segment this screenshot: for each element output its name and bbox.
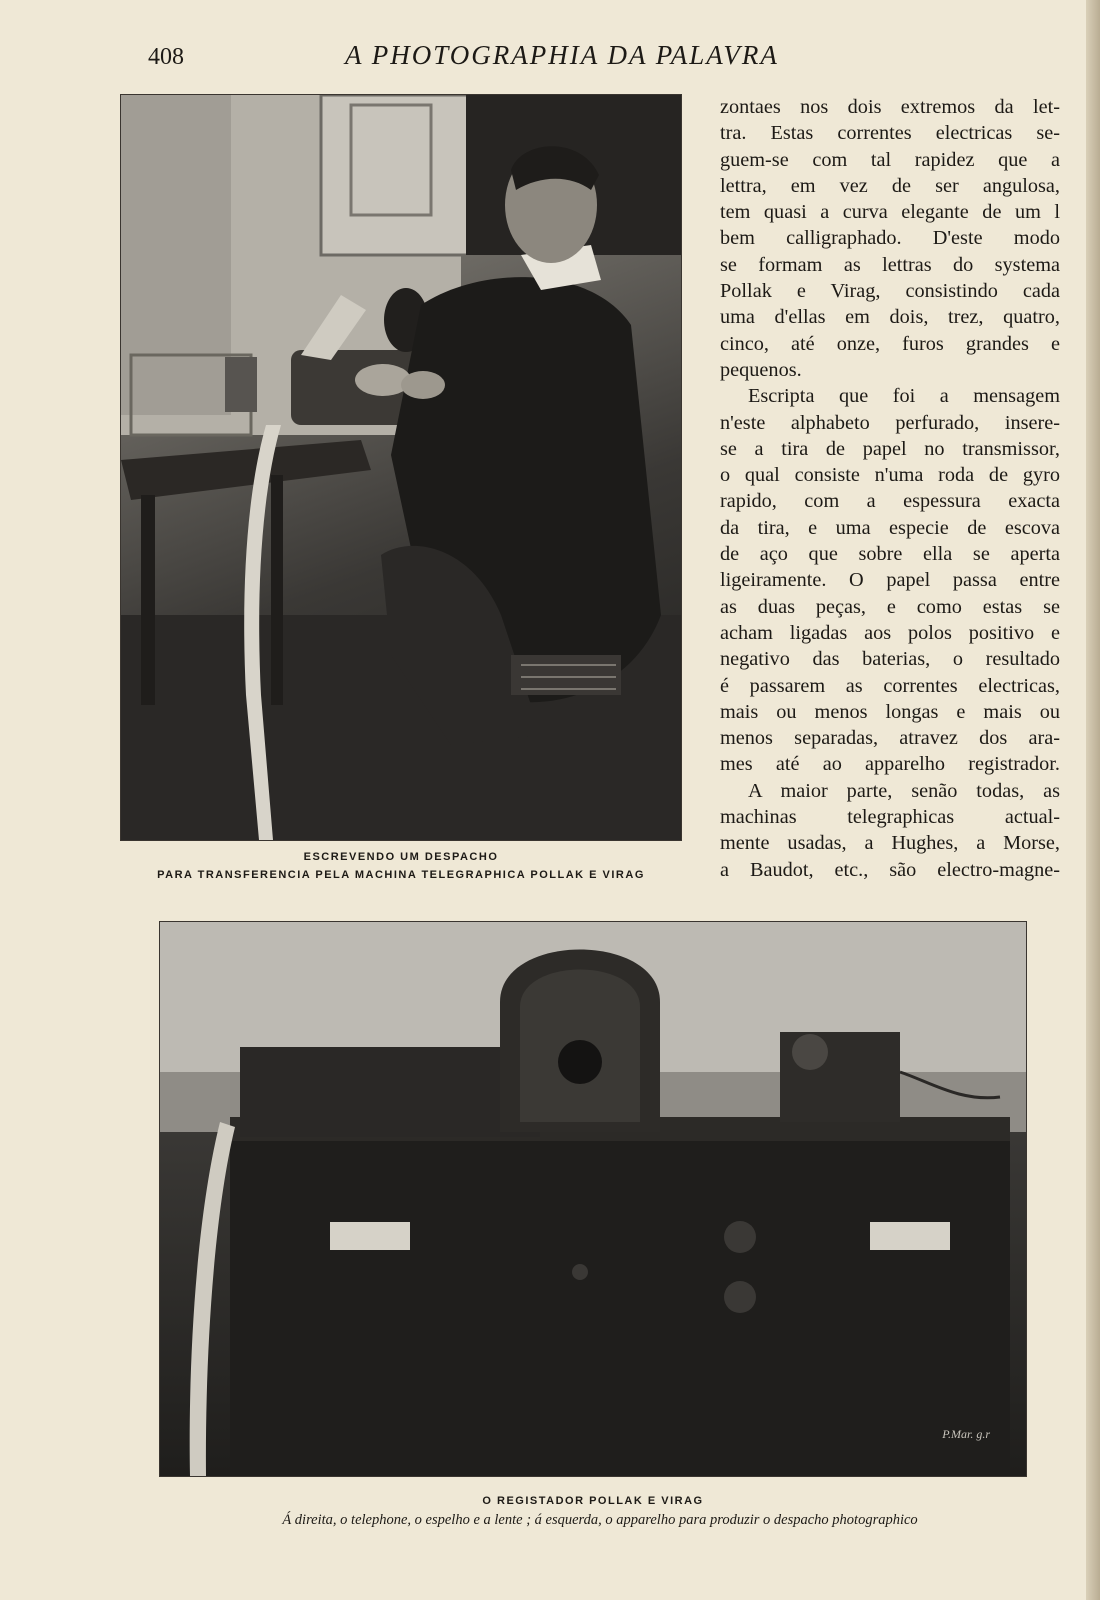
- text-line: rapido, com a espessura exacta: [720, 490, 1060, 513]
- text-line: o qual consiste n'uma roda de gyro: [720, 464, 1060, 487]
- text-line: Pollak e Virag, consistindo cada: [720, 280, 1060, 303]
- text-line: ligeiramente. O papel passa entre: [720, 569, 1060, 592]
- text-line: n'este alphabeto perfurado, insere-: [720, 411, 1060, 434]
- text-line: acham ligadas aos polos positivo e: [720, 621, 1060, 644]
- text-line: negativo das baterias, o resultado: [720, 648, 1060, 671]
- text-line: se a tira de papel no transmissor,: [720, 437, 1060, 460]
- text-line: machinas telegraphicas actual-: [720, 806, 1060, 829]
- text-line: Escripta que foi a mensagem: [748, 385, 1060, 408]
- photo-man-writing-dispatch: [121, 95, 681, 840]
- photo-man-writing-dispatch-illustration: [121, 95, 681, 840]
- article-column: [720, 94, 1060, 883]
- text-line: cinco, até onze, furos grandes e: [720, 332, 1060, 355]
- photo-registrador-illustration: [160, 922, 1026, 1476]
- text-line: A maior parte, senão todas, as: [748, 779, 1060, 802]
- text-line: tem quasi a curva elegante de um l: [720, 201, 1060, 224]
- photo-bottom-caption-subtitle: Á direita, o telephone, o espelho e a lente ; á esquerda, o apparelho para produzir o despacho photographico: [282, 1512, 918, 1528]
- text-line: mes até ao apparelho registrador.: [720, 753, 1060, 776]
- text-line: mente usadas, a Hughes, a Morse,: [720, 832, 1060, 855]
- text-line: de aço que sobre ella se aperta: [720, 543, 1060, 566]
- text-line: mais ou menos longas e mais ou: [720, 700, 1060, 723]
- photo-top-caption-title: ESCREVENDO UM DESPACHO: [303, 851, 499, 863]
- running-title: A PHOTOGRAPHIA DA PALAVRA: [345, 40, 779, 70]
- text-line: é passarem as correntes electricas,: [720, 674, 1060, 697]
- text-line: as duas peças, e como estas se: [720, 595, 1060, 618]
- text-line: da tira, e uma especie de escova: [720, 516, 1060, 539]
- text-line: se formam as lettras do systema: [720, 253, 1060, 276]
- text-line: zontaes nos dois extremos da let-: [720, 96, 1060, 118]
- text-line: menos separadas, atravez dos ara-: [720, 727, 1060, 750]
- text-line: uma d'ellas em dois, trez, quatro,: [720, 306, 1060, 329]
- photo-top-caption-subtitle: PARA TRANSFERENCIA PELA MACHINA TELEGRAPHICA POLLAK E VIRAG: [157, 869, 645, 881]
- page-number: 408: [148, 44, 184, 70]
- page-edge: [1086, 0, 1100, 1600]
- text-line: a Baudot, etc., são electro-magne-: [720, 858, 1060, 881]
- text-line: guem-se com tal rapidez que a: [720, 148, 1060, 171]
- text-line: bem calligraphado. D'este modo: [720, 227, 1060, 250]
- photo-bottom-caption-title: O REGISTADOR POLLAK E VIRAG: [482, 1495, 704, 1507]
- photo-registrador-apparatus: [160, 922, 1026, 1476]
- text-line: pequenos.: [720, 358, 802, 381]
- text-line: lettra, em vez de ser angulosa,: [720, 174, 1060, 197]
- text-line: tra. Estas correntes electricas se-: [720, 122, 1060, 145]
- engraver-signature: P.Mar. g.r: [942, 1427, 990, 1441]
